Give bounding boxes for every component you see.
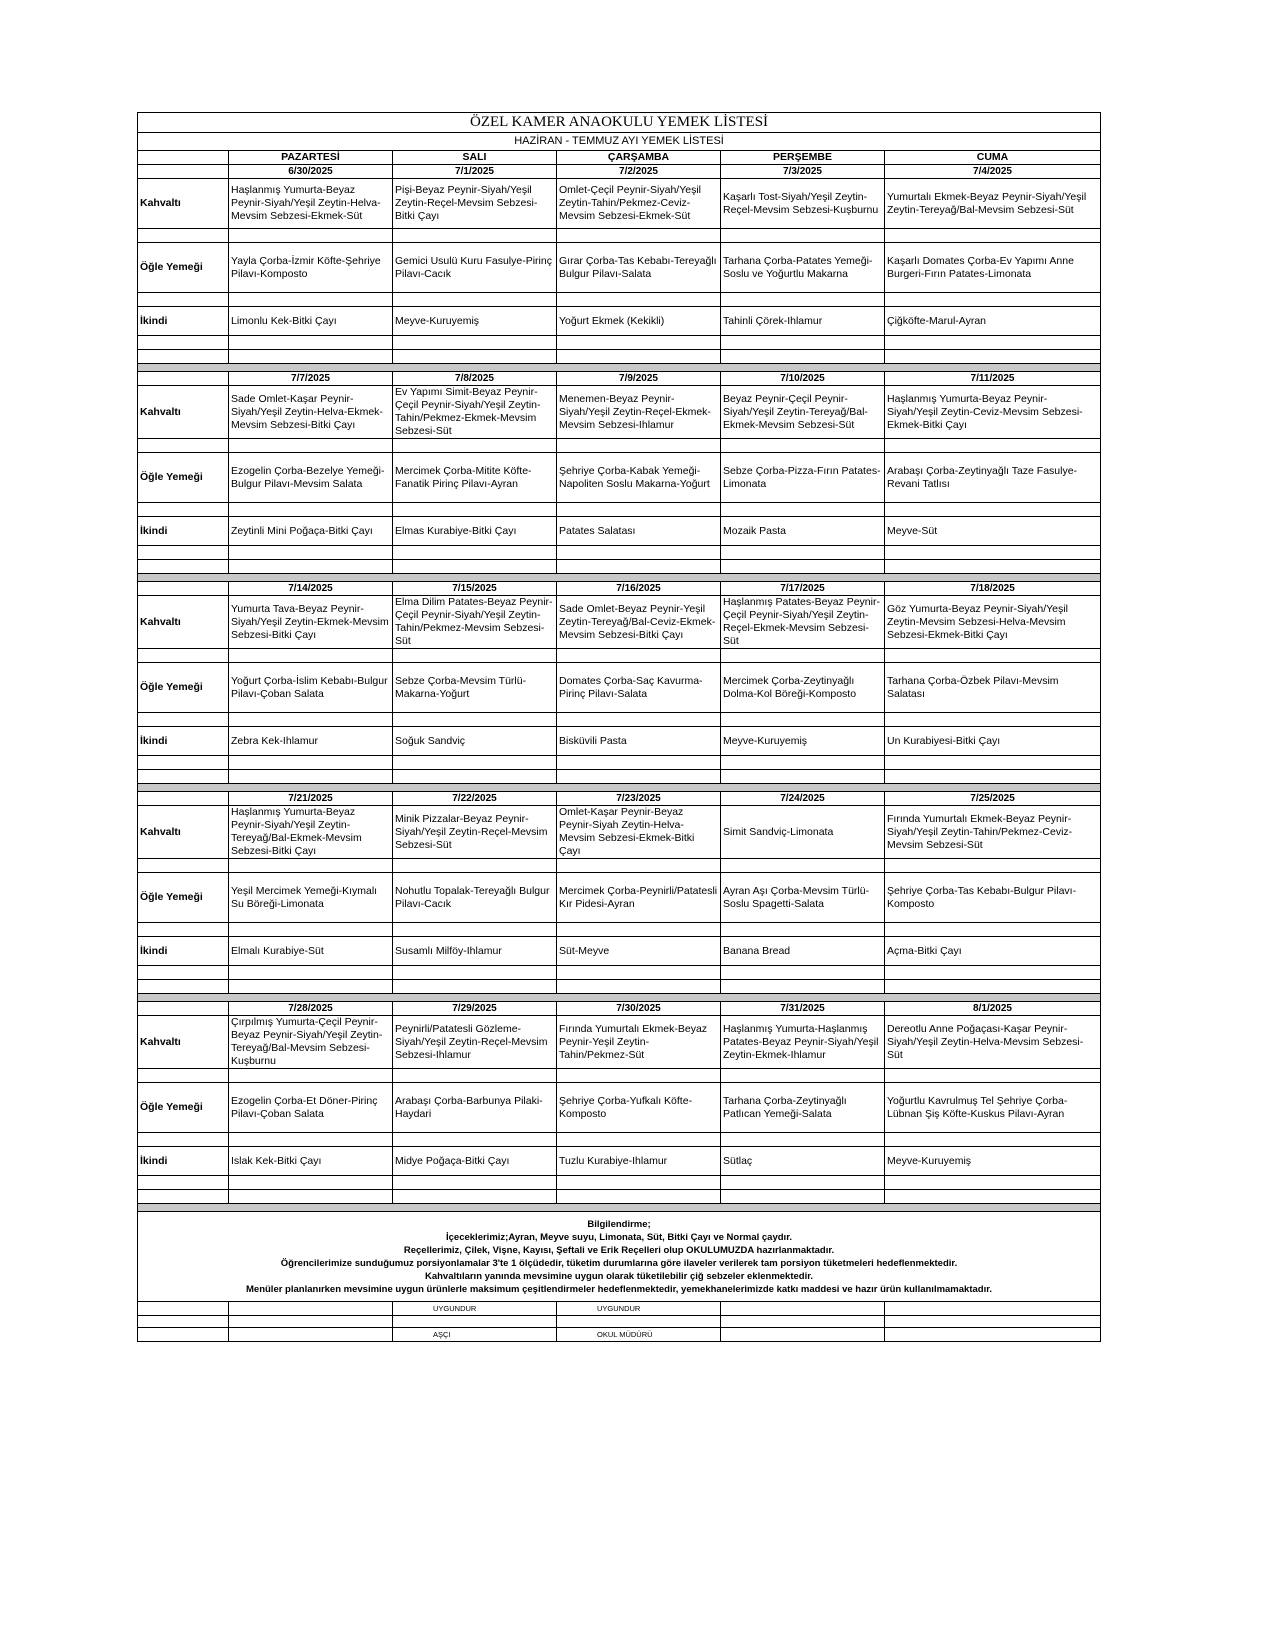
meal-label-breakfast: Kahvaltı (138, 179, 229, 229)
blank-row (138, 503, 1101, 517)
breakfast-cell: Yumurta Tava-Beyaz Peynir-Siyah/Yeşil Zeytin-Ekmek-Mevsim Sebzesi-Bitki Çayı (229, 596, 393, 649)
date-cell: 7/22/2025 (393, 792, 557, 806)
lunch-cell: Arabaşı Çorba-Barbunya Pilaki-Haydari (393, 1083, 557, 1133)
snack-cell: Banana Bread (721, 937, 885, 966)
lunch-cell: Tarhana Çorba-Zeytinyağlı Patlıcan Yemeği-Salata (721, 1083, 885, 1133)
snack-cell: Açma-Bitki Çayı (885, 937, 1101, 966)
breakfast-cell: Peynirli/Patatesli Gözleme-Siyah/Yeşil Zeytin-Reçel-Mevsim Sebzesi-Ihlamur (393, 1016, 557, 1069)
blank-row (138, 336, 1101, 350)
date-cell: 6/30/2025 (229, 165, 393, 179)
date-cell: 7/8/2025 (393, 372, 557, 386)
lunch-cell: Domates Çorba-Saç Kavurma-Pirinç Pilavı-Salata (557, 663, 721, 713)
blank-row (138, 1133, 1101, 1147)
meal-label-lunch: Öğle Yemeği (138, 453, 229, 503)
snack-row (138, 727, 1101, 756)
info-box (138, 1212, 1101, 1302)
lunch-cell: Kaşarlı Domates Çorba-Ev Yapımı Anne Burgeri-Fırın Patates-Limonata (885, 243, 1101, 293)
date-row (138, 1002, 1101, 1016)
lunch-row (138, 1083, 1101, 1133)
blank-row (138, 1316, 1101, 1328)
meal-label-snack: İkindi (138, 727, 229, 756)
snack-cell: Patates Salatası (557, 517, 721, 546)
date-cell: 7/23/2025 (557, 792, 721, 806)
blank-row (138, 966, 1101, 980)
snack-cell: Limonlu Kek-Bitki Çayı (229, 307, 393, 336)
meal-label-snack: İkindi (138, 517, 229, 546)
meal-label-lunch: Öğle Yemeği (138, 873, 229, 923)
info-line: Menüler planlanırken mevsimine uygun ürünlerle maksimum çeşitlendirmeler hedeflenmektedir, yemekhanelerimizde katkı maddesi ve hazır ürün kullanılmamaktadır. (246, 1283, 993, 1295)
lunch-cell: Mercimek Çorba-Peynirli/Patatesli Kır Pidesi-Ayran (557, 873, 721, 923)
lunch-cell: Şehriye Çorba-Tas Kebabı-Bulgur Pilavı-Komposto (885, 873, 1101, 923)
lunch-cell: Sebze Çorba-Pizza-Fırın Patates-Limonata (721, 453, 885, 503)
snack-cell: Yoğurt Ekmek (Kekikli) (557, 307, 721, 336)
date-cell: 7/10/2025 (721, 372, 885, 386)
day-thursday: PERŞEMBE (721, 151, 885, 165)
breakfast-cell: Sade Omlet-Kaşar Peynir-Siyah/Yeşil Zeytin-Helva-Ekmek-Mevsim Sebzesi-Bitki Çayı (229, 386, 393, 439)
meal-label-snack: İkindi (138, 307, 229, 336)
date-cell: 7/11/2025 (885, 372, 1101, 386)
breakfast-row (138, 179, 1101, 229)
breakfast-cell: Haşlanmış Yumurta-Beyaz Peynir-Siyah/Yeşil Zeytin-Ceviz-Mevsim Sebzesi-Ekmek-Bitki Çayı (885, 386, 1101, 439)
snack-cell: Soğuk Sandviç (393, 727, 557, 756)
principal-label: OKUL MÜDÜRÜ (557, 1328, 721, 1342)
meal-label-breakfast: Kahvaltı (138, 386, 229, 439)
breakfast-cell: Simit Sandviç-Limonata (721, 806, 885, 859)
lunch-row (138, 663, 1101, 713)
lunch-cell: Tarhana Çorba-Patates Yemeği-Soslu ve Yoğurtlu Makarna (721, 243, 885, 293)
week-separator (138, 1204, 1101, 1212)
snack-row (138, 307, 1101, 336)
breakfast-cell: Omlet-Kaşar Peynir-Beyaz Peynir-Siyah Zeytin-Helva-Mevsim Sebzesi-Ekmek-Bitki Çayı (557, 806, 721, 859)
info-row (138, 1212, 1101, 1302)
cook-label: AŞÇI (393, 1328, 557, 1342)
snack-row (138, 937, 1101, 966)
breakfast-cell: Ev Yapımı Simit-Beyaz Peynir-Çeçil Peynir-Siyah/Yeşil Zeytin-Tahin/Pekmez-Ekmek-Mevsim Sebzesi-Süt (393, 386, 557, 439)
breakfast-row (138, 1016, 1101, 1069)
snack-cell: Zebra Kek-Ihlamur (229, 727, 393, 756)
blank-row (138, 980, 1101, 994)
breakfast-cell: Göz Yumurta-Beyaz Peynir-Siyah/Yeşil Zeytin-Mevsim Sebzesi-Helva-Mevsim Sebzesi-Ekmek-Bitki Çayı (885, 596, 1101, 649)
breakfast-cell: Sade Omlet-Beyaz Peynir-Yeşil Zeytin-Tereyağ/Bal-Ceviz-Ekmek-Mevsim Sebzesi-Bitki Çayı (557, 596, 721, 649)
day-wednesday: ÇARŞAMBA (557, 151, 721, 165)
blank-row (138, 229, 1101, 243)
snack-cell: Meyve-Kuruyemiş (721, 727, 885, 756)
breakfast-cell: Beyaz Peynir-Çeçil Peynir-Siyah/Yeşil Zeytin-Tereyağ/Bal-Ekmek-Mevsim Sebzesi-Süt (721, 386, 885, 439)
signature-row (138, 1302, 1101, 1316)
date-row (138, 792, 1101, 806)
lunch-cell: Sebze Çorba-Mevsim Türlü-Makarna-Yoğurt (393, 663, 557, 713)
date-cell: 7/15/2025 (393, 582, 557, 596)
breakfast-cell: Yumurtalı Ekmek-Beyaz Peynir-Siyah/Yeşil Zeytin-Tereyağ/Bal-Mevsim Sebzesi-Süt (885, 179, 1101, 229)
lunch-row (138, 873, 1101, 923)
date-cell: 7/29/2025 (393, 1002, 557, 1016)
date-cell: 7/24/2025 (721, 792, 885, 806)
breakfast-cell: Çırpılmış Yumurta-Çeçil Peynir-Beyaz Peynir-Siyah/Yeşil Zeytin-Tereyağ/Bal-Mevsim Sebzesi-Kuşburnu (229, 1016, 393, 1069)
snack-cell: Zeytinli Mini Poğaça-Bitki Çayı (229, 517, 393, 546)
approval-label-1: UYGUNDUR (393, 1302, 557, 1316)
blank-row (138, 1069, 1101, 1083)
snack-cell: Tahinli Çörek-Ihlamur (721, 307, 885, 336)
breakfast-cell: Minik Pizzalar-Beyaz Peynir-Siyah/Yeşil Zeytin-Reçel-Mevsim Sebzesi-Süt (393, 806, 557, 859)
snack-cell: Un Kurabiyesi-Bitki Çayı (885, 727, 1101, 756)
snack-row (138, 517, 1101, 546)
blank-row (138, 923, 1101, 937)
blank-row (138, 770, 1101, 784)
breakfast-row (138, 386, 1101, 439)
day-monday: PAZARTESİ (229, 151, 393, 165)
lunch-cell: Ezogelin Çorba-Et Döner-Pirinç Pilavı-Çoban Salata (229, 1083, 393, 1133)
day-header-row (138, 151, 1101, 165)
info-line: Reçellerimiz, Çilek, Vişne, Kayısı, Şeftali ve Erik Reçelleri olup OKULUMUZDA hazırlanmaktadır. (403, 1244, 835, 1256)
lunch-cell: Mercimek Çorba-Zeytinyağlı Dolma-Kol Böreği-Komposto (721, 663, 885, 713)
date-cell: 7/4/2025 (885, 165, 1101, 179)
date-cell: 7/1/2025 (393, 165, 557, 179)
meal-label-lunch: Öğle Yemeği (138, 1083, 229, 1133)
date-row (138, 372, 1101, 386)
lunch-cell: Şehriye Çorba-Kabak Yemeği-Napoliten Soslu Makarna-Yoğurt (557, 453, 721, 503)
lunch-cell: Gemici Usulü Kuru Fasulye-Pirinç Pilavı-Cacık (393, 243, 557, 293)
breakfast-cell: Fırında Yumurtalı Ekmek-Beyaz Peynir-Siyah/Yeşil Zeytin-Tahin/Pekmez-Ceviz-Mevsim Sebzesi-Süt (885, 806, 1101, 859)
week-separator (138, 994, 1101, 1002)
breakfast-cell: Menemen-Beyaz Peynir-Siyah/Yeşil Zeytin-Reçel-Ekmek-Mevsim Sebzesi-Ihlamur (557, 386, 721, 439)
lunch-cell: Ezogelin Çorba-Bezelye Yemeği-Bulgur Pilavı-Mevsim Salata (229, 453, 393, 503)
info-line: İçeceklerimiz;Ayran, Meyve suyu, Limonata, Süt, Bitki Çayı ve Normal çaydır. (446, 1231, 793, 1243)
day-friday: CUMA (885, 151, 1101, 165)
lunch-cell: Arabaşı Çorba-Zeytinyağlı Taze Fasulye-Revani Tatlısı (885, 453, 1101, 503)
snack-row (138, 1147, 1101, 1176)
date-cell: 8/1/2025 (885, 1002, 1101, 1016)
snack-cell: Meyve-Kuruyemiş (885, 1147, 1101, 1176)
lunch-row (138, 243, 1101, 293)
lunch-cell: Nohutlu Topalak-Tereyağlı Bulgur Pilavı-Cacık (393, 873, 557, 923)
blank-row (138, 293, 1101, 307)
blank-row (138, 546, 1101, 560)
blank-row (138, 1190, 1101, 1204)
date-cell: 7/2/2025 (557, 165, 721, 179)
lunch-cell: Yoğurt Çorba-İslim Kebabı-Bulgur Pilavı-Çoban Salata (229, 663, 393, 713)
date-cell: 7/14/2025 (229, 582, 393, 596)
meal-label-breakfast: Kahvaltı (138, 1016, 229, 1069)
lunch-row (138, 453, 1101, 503)
snack-cell: Bisküvili Pasta (557, 727, 721, 756)
snack-cell: Çiğköfte-Marul-Ayran (885, 307, 1101, 336)
date-cell: 7/18/2025 (885, 582, 1101, 596)
meal-label-lunch: Öğle Yemeği (138, 243, 229, 293)
breakfast-cell: Elma Dilim Patates-Beyaz Peynir-Çeçil Peynir-Siyah/Yeşil Zeytin-Tahin/Pekmez-Mevsim Sebzesi-Süt (393, 596, 557, 649)
snack-cell: Sütlaç (721, 1147, 885, 1176)
approval-label-2: UYGUNDUR (557, 1302, 721, 1316)
breakfast-cell: Omlet-Çeçil Peynir-Siyah/Yeşil Zeytin-Tahin/Pekmez-Ceviz-Mevsim Sebzesi-Ekmek-Süt (557, 179, 721, 229)
date-cell: 7/16/2025 (557, 582, 721, 596)
menu-table (137, 112, 1101, 1342)
lunch-cell: Mercimek Çorba-Mitite Köfte-Fanatik Pirinç Pilavı-Ayran (393, 453, 557, 503)
info-line: Öğrencilerimize sunduğumuz porsiyonlamalar 3'te 1 ölçüdedir, tüketim durumlarına göre ilaveler verilerek tam porsiyon tüketmeleri hedeflenmektedir. (280, 1257, 958, 1269)
blank-row (138, 350, 1101, 364)
breakfast-cell: Kaşarlı Tost-Siyah/Yeşil Zeytin-Reçel-Mevsim Sebzesi-Kuşburnu (721, 179, 885, 229)
meal-label-breakfast: Kahvaltı (138, 806, 229, 859)
blank-row (138, 560, 1101, 574)
date-row (138, 165, 1101, 179)
breakfast-cell: Dereotlu Anne Poğaçası-Kaşar Peynir-Siyah/Yeşil Zeytin-Helva-Mevsim Sebzesi-Süt (885, 1016, 1101, 1069)
meal-label-lunch: Öğle Yemeği (138, 663, 229, 713)
meal-label-breakfast: Kahvaltı (138, 596, 229, 649)
blank-row (138, 713, 1101, 727)
meal-label-snack: İkindi (138, 1147, 229, 1176)
breakfast-cell: Haşlanmış Patates-Beyaz Peynir-Çeçil Peynir-Siyah/Yeşil Zeytin-Reçel-Ekmek-Mevsim Sebzesi-Süt (721, 596, 885, 649)
date-cell: 7/7/2025 (229, 372, 393, 386)
lunch-cell: Gırar Çorba-Tas Kebabı-Tereyağlı Bulgur Pilavı-Salata (557, 243, 721, 293)
snack-cell: Elmas Kurabiye-Bitki Çayı (393, 517, 557, 546)
date-cell: 7/17/2025 (721, 582, 885, 596)
breakfast-cell: Haşlanmış Yumurta-Beyaz Peynir-Siyah/Yeşil Zeytin-Tereyağ/Bal-Ekmek-Mevsim Sebzesi-Bitki Çayı (229, 806, 393, 859)
lunch-cell: Yoğurtlu Kavrulmuş Tel Şehriye Çorba-Lübnan Şiş Köfte-Kuskus Pilavı-Ayran (885, 1083, 1101, 1133)
snack-cell: Islak Kek-Bitki Çayı (229, 1147, 393, 1176)
breakfast-cell: Pişi-Beyaz Peynir-Siyah/Yeşil Zeytin-Reçel-Mevsim Sebzesi-Bitki Çayı (393, 179, 557, 229)
snack-cell: Süt-Meyve (557, 937, 721, 966)
blank-row (138, 439, 1101, 453)
week-separator (138, 364, 1101, 372)
lunch-cell: Yeşil Mercimek Yemeği-Kıymalı Su Böreği-Limonata (229, 873, 393, 923)
lunch-cell: Şehriye Çorba-Yufkalı Köfte-Komposto (557, 1083, 721, 1133)
date-cell: 7/30/2025 (557, 1002, 721, 1016)
week-separator (138, 784, 1101, 792)
snack-cell: Meyve-Kuruyemiş (393, 307, 557, 336)
snack-cell: Elmalı Kurabiye-Süt (229, 937, 393, 966)
signature-row (138, 1328, 1101, 1342)
breakfast-row (138, 596, 1101, 649)
date-row (138, 582, 1101, 596)
lunch-cell: Tarhana Çorba-Özbek Pilavı-Mevsim Salatası (885, 663, 1101, 713)
date-cell: 7/9/2025 (557, 372, 721, 386)
date-cell: 7/21/2025 (229, 792, 393, 806)
page-title: ÖZEL KAMER ANAOKULU YEMEK LİSTESİ (138, 113, 1101, 133)
date-cell: 7/28/2025 (229, 1002, 393, 1016)
blank-row (138, 756, 1101, 770)
snack-cell: Susamlı Milföy-Ihlamur (393, 937, 557, 966)
snack-cell: Tuzlu Kurabiye-Ihlamur (557, 1147, 721, 1176)
breakfast-cell: Fırında Yumurtalı Ekmek-Beyaz Peynir-Yeşil Zeytin-Tahin/Pekmez-Süt (557, 1016, 721, 1069)
info-line: Kahvaltıların yanında mevsimine uygun olarak tüketilebilir çiğ sebzeler eklenmektedir. (424, 1270, 814, 1282)
meal-label-snack: İkindi (138, 937, 229, 966)
date-cell: 7/31/2025 (721, 1002, 885, 1016)
snack-cell: Meyve-Süt (885, 517, 1101, 546)
blank-row (138, 1176, 1101, 1190)
date-cell: 7/25/2025 (885, 792, 1101, 806)
breakfast-cell: Haşlanmış Yumurta-Beyaz Peynir-Siyah/Yeşil Zeytin-Helva-Mevsim Sebzesi-Ekmek-Süt (229, 179, 393, 229)
date-cell: 7/3/2025 (721, 165, 885, 179)
lunch-cell: Yayla Çorba-İzmir Köfte-Şehriye Pilavı-Komposto (229, 243, 393, 293)
week-separator (138, 574, 1101, 582)
blank-row (138, 649, 1101, 663)
info-heading: Bilgilendirme; (587, 1218, 651, 1230)
lunch-cell: Ayran Aşı Çorba-Mevsim Türlü-Soslu Spagetti-Salata (721, 873, 885, 923)
breakfast-cell: Haşlanmış Yumurta-Haşlanmış Patates-Beyaz Peynir-Siyah/Yeşil Zeytin-Ekmek-Ihlamur (721, 1016, 885, 1069)
day-tuesday: SALI (393, 151, 557, 165)
page-subtitle: HAZİRAN - TEMMUZ AYI YEMEK LİSTESİ (138, 133, 1101, 151)
snack-cell: Midye Poğaça-Bitki Çayı (393, 1147, 557, 1176)
blank-row (138, 859, 1101, 873)
breakfast-row (138, 806, 1101, 859)
snack-cell: Mozaik Pasta (721, 517, 885, 546)
